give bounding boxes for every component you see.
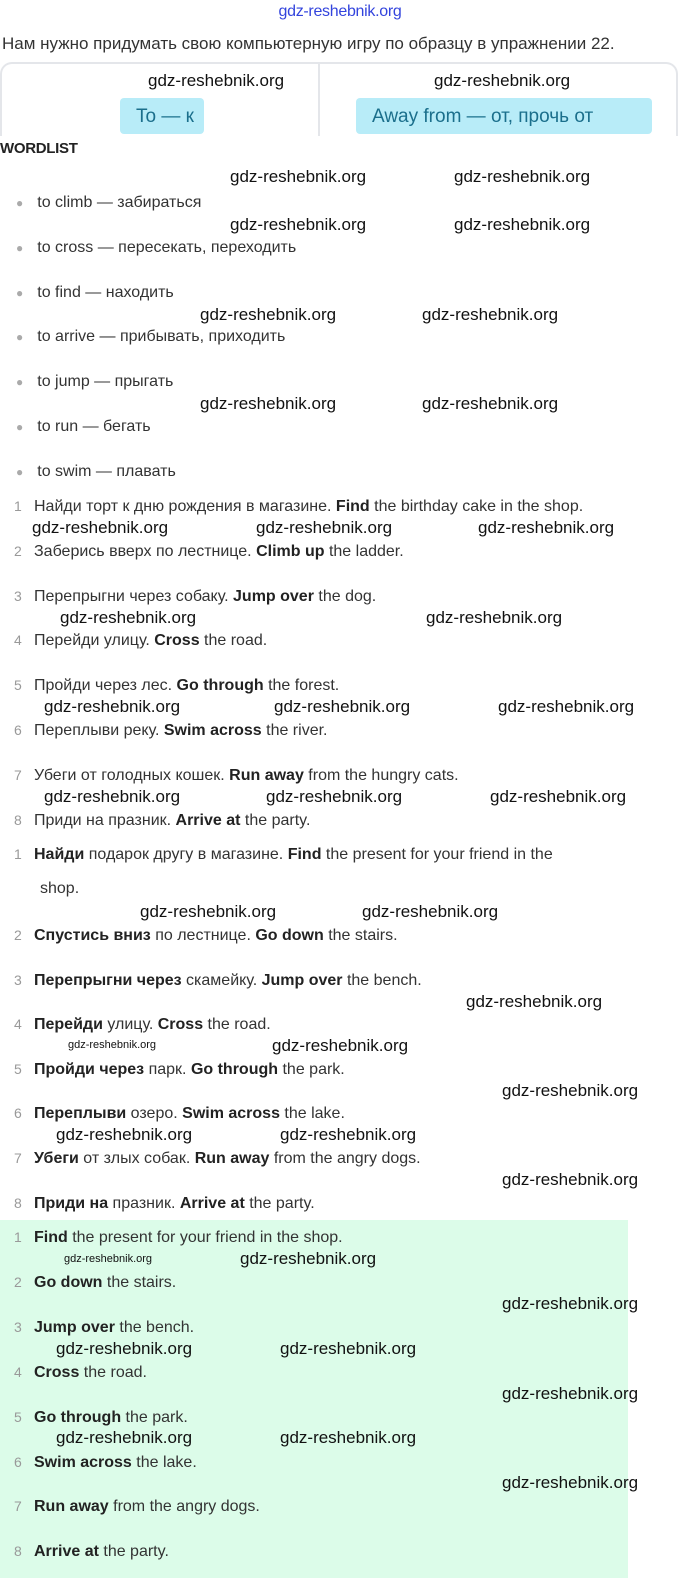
list-item [14, 811, 310, 830]
watermark: gdz-reshebnik.org [280, 1125, 417, 1144]
bullet-icon: ● [16, 464, 24, 479]
ru-text: от злых собак. [78, 1150, 195, 1167]
item-number: 2 [14, 542, 22, 559]
ru-text: Заберись вверх по лестнице. [34, 542, 257, 560]
intro-text: Нам нужно придумать свою компьютерную игру по образцу в упражнении 22. [2, 34, 615, 53]
list-item [14, 676, 339, 695]
en-text: from the angry dogs. [108, 1498, 260, 1516]
list-item [14, 1104, 345, 1123]
list-item [14, 766, 459, 785]
wordlist-item [16, 239, 296, 257]
wordlist-item [16, 418, 151, 436]
list-item [14, 1194, 315, 1213]
en-bold: Cross [154, 632, 200, 650]
watermark: gdz-reshebnik.org [64, 1253, 153, 1265]
ru-bold: Приди на [34, 1195, 109, 1212]
watermark: gdz-reshebnik.org [230, 167, 367, 186]
watermark: gdz-reshebnik.org [454, 167, 591, 186]
watermark: gdz-reshebnik.org [502, 1384, 639, 1403]
en-bold: Go through [34, 1408, 122, 1426]
watermark: gdz-reshebnik.org [434, 71, 571, 90]
wordlist-item [16, 373, 173, 391]
ru-bold: Спустись вниз [34, 927, 151, 944]
list-item [14, 1542, 169, 1561]
list-item [14, 721, 327, 740]
en-text: the stairs. [323, 927, 398, 944]
en-text: the road. [79, 1363, 147, 1381]
item-number: 3 [14, 972, 22, 988]
en-text: the bench. [114, 1318, 195, 1336]
site-watermark: gdz-reshebnik.org [278, 3, 402, 20]
bullet-icon: ● [16, 375, 24, 390]
watermark: gdz-reshebnik.org [256, 518, 393, 537]
en-text: the lake. [279, 1105, 345, 1122]
en-bold: Find [335, 498, 370, 515]
en-bold: Cross [34, 1363, 80, 1381]
list-item [14, 1060, 345, 1079]
list-item [14, 1273, 176, 1292]
watermark: gdz-reshebnik.org [230, 215, 367, 234]
en-bold: Swim across [34, 1453, 132, 1471]
list-item [14, 1228, 343, 1247]
wordlist-item [16, 463, 176, 481]
ru-bold: Пройди через [34, 1061, 145, 1078]
list-item [14, 497, 583, 516]
watermark: gdz-reshebnik.org [280, 1428, 417, 1447]
list-item [14, 1453, 197, 1472]
watermark: gdz-reshebnik.org [200, 394, 337, 413]
watermark: gdz-reshebnik.org [454, 215, 591, 234]
en-text: the lake. [131, 1453, 197, 1471]
en-text: the park. [121, 1408, 188, 1426]
en-text: the river. [261, 722, 328, 739]
ru-text: парк. [144, 1061, 191, 1078]
watermark: gdz-reshebnik.org [422, 305, 559, 324]
en-text: from the angry dogs. [269, 1150, 421, 1167]
watermark: gdz-reshebnik.org [44, 697, 181, 716]
watermark: gdz-reshebnik.org [478, 518, 615, 537]
wordlist-item-text: to cross — пересекать, переходить [37, 238, 297, 256]
ru-text: Приди на празник. [34, 811, 176, 829]
ru-text: Убеги от голодных кошек. [34, 766, 230, 784]
item-number: 6 [14, 722, 22, 738]
watermark: gdz-reshebnik.org [44, 787, 181, 806]
ru-bold: Найди [34, 846, 85, 863]
ru-bold: Перейди [34, 1016, 103, 1033]
watermark: gdz-reshebnik.org [498, 697, 635, 716]
ru-text: Перейди улицу. [34, 632, 155, 650]
item-number: 7 [14, 1150, 22, 1166]
bullet-icon: ● [16, 420, 24, 434]
list-item [14, 845, 553, 864]
en-bold: Jump over [233, 587, 314, 605]
item-number: 3 [14, 1318, 22, 1335]
list-item [14, 1408, 188, 1427]
en-bold: Find [287, 846, 322, 863]
en-bold: Jump over [34, 1318, 115, 1336]
en-text: the party. [244, 1195, 315, 1212]
watermark: gdz-reshebnik.org [490, 787, 627, 806]
en-bold: Climb up [256, 542, 325, 560]
item-number: 7 [14, 1498, 22, 1515]
ru-text: празник. [108, 1195, 180, 1212]
list-item [14, 1363, 147, 1382]
item-number: 8 [14, 1543, 22, 1560]
en-bold: Run away [229, 766, 304, 784]
item-number: 4 [14, 632, 22, 649]
watermark: gdz-reshebnik.org [56, 1125, 193, 1144]
card-divider [318, 64, 320, 136]
watermark: gdz-reshebnik.org [362, 902, 499, 921]
wordlist-item-text: to run — бегать [37, 418, 151, 435]
en-text: the present for your friend in the [321, 846, 553, 863]
bullet-icon: ● [16, 196, 24, 210]
en-bold: Jump over [261, 972, 343, 989]
ru-text: подарок другу в магазине. [84, 846, 288, 863]
item-number: 7 [14, 766, 22, 783]
ru-text: скамейку. [181, 972, 262, 989]
watermark: gdz-reshebnik.org [422, 394, 559, 413]
watermark: gdz-reshebnik.org [502, 1473, 639, 1492]
item-number: 1 [14, 846, 22, 862]
watermark: gdz-reshebnik.org [56, 1428, 193, 1447]
ru-text: улицу. [102, 1016, 158, 1033]
en-text: the birthday cake in the shop. [369, 498, 584, 515]
wordlist-item [16, 194, 201, 212]
list-item [14, 1318, 194, 1337]
item-number: 4 [14, 1016, 22, 1032]
preposition-cards [0, 62, 678, 136]
list-item-continuation: shop. [40, 880, 80, 897]
watermark: gdz-reshebnik.org [466, 992, 603, 1011]
list-item [14, 1015, 271, 1034]
item-number: 5 [14, 1408, 22, 1425]
ru-bold: Переплыви [34, 1105, 127, 1122]
watermark: gdz-reshebnik.org [60, 608, 197, 627]
en-text: the ladder. [324, 542, 404, 560]
item-number: 3 [14, 587, 22, 604]
ru-bold: Убеги [34, 1150, 79, 1167]
en-text: the dog. [313, 587, 377, 605]
en-text: the present for your friend in the shop. [67, 1229, 343, 1246]
item-number: 5 [14, 677, 22, 694]
ru-text: по лестнице. [150, 927, 256, 944]
watermark: gdz-reshebnik.org [502, 1294, 639, 1313]
watermark: gdz-reshebnik.org [272, 1036, 409, 1055]
en-text: the bench. [342, 972, 422, 989]
item-number: 1 [14, 1229, 22, 1245]
list-item [14, 631, 267, 650]
en-bold: Swim across [163, 722, 262, 739]
watermark: gdz-reshebnik.org [140, 902, 277, 921]
card-away-from: Away from — от, прочь от [356, 98, 652, 134]
item-number: 8 [14, 811, 22, 828]
en-text: the party. [240, 811, 311, 829]
wordlist-item-text: to climb — забираться [37, 194, 202, 211]
en-bold: Go through [176, 677, 264, 695]
list-item [14, 542, 404, 561]
ru-bold: Перепрыгни через [34, 972, 182, 989]
en-text: the stairs. [102, 1273, 177, 1291]
item-number: 2 [14, 1273, 22, 1290]
en-text: the road. [199, 632, 268, 650]
watermark: gdz-reshebnik.org [148, 71, 285, 90]
item-number: 5 [14, 1061, 22, 1077]
bullet-icon: ● [16, 285, 24, 300]
ru-text: Перепрыгни через собаку. [34, 587, 234, 605]
en-bold: Go down [34, 1273, 103, 1291]
watermark: gdz-reshebnik.org [32, 518, 169, 537]
wordlist-heading: WORDLIST [0, 140, 78, 157]
item-number: 2 [14, 927, 22, 943]
en-text: the road. [203, 1016, 271, 1033]
ru-text: Переплыви реку. [34, 722, 164, 739]
en-bold: Arrive at [179, 1195, 245, 1212]
en-bold: Find [34, 1229, 68, 1246]
wordlist-item-text: to swim — плавать [37, 462, 176, 480]
watermark: gdz-reshebnik.org [68, 1039, 157, 1051]
en-text: the forest. [263, 677, 340, 695]
watermark: gdz-reshebnik.org [280, 1339, 417, 1358]
item-number: 1 [14, 498, 22, 514]
wordlist-item-text: to find — находить [37, 283, 174, 301]
bullet-icon: ● [16, 240, 24, 255]
watermark: gdz-reshebnik.org [200, 305, 337, 324]
wordlist-item [16, 328, 285, 346]
ru-text: озеро. [126, 1105, 183, 1122]
en-bold: Go down [255, 927, 324, 944]
en-text: the party. [98, 1543, 169, 1561]
wordlist-item-text: to jump — прыгать [37, 373, 174, 391]
en-bold: Cross [157, 1016, 204, 1033]
en-bold: Go through [190, 1061, 279, 1078]
ru-text: Найди торт к дню рождения в магазине. [34, 498, 336, 515]
card-to: To — к [120, 98, 204, 134]
en-text: the park. [278, 1061, 345, 1078]
item-number: 6 [14, 1453, 22, 1470]
list-item [14, 926, 398, 945]
watermark: gdz-reshebnik.org [56, 1339, 193, 1358]
list-item [14, 1149, 421, 1168]
watermark: gdz-reshebnik.org [502, 1081, 639, 1100]
ru-text: Пройди через лес. [34, 677, 177, 695]
watermark: gdz-reshebnik.org [240, 1249, 377, 1268]
wordlist-item-text: to arrive — прибывать, приходить [37, 328, 286, 346]
list-item [14, 1497, 260, 1516]
en-bold: Arrive at [175, 811, 241, 829]
en-bold: Run away [34, 1498, 109, 1516]
bullet-icon: ● [16, 330, 24, 345]
item-number: 8 [14, 1195, 22, 1211]
item-number: 6 [14, 1105, 22, 1121]
wordlist-item [16, 284, 174, 302]
watermark: gdz-reshebnik.org [266, 787, 403, 806]
watermark: gdz-reshebnik.org [426, 608, 563, 627]
watermark: gdz-reshebnik.org [274, 697, 411, 716]
en-bold: Run away [194, 1150, 270, 1167]
watermark: gdz-reshebnik.org [502, 1170, 639, 1189]
en-text: from the hungry cats. [303, 766, 459, 784]
en-bold: Arrive at [34, 1543, 99, 1561]
en-bold: Swim across [182, 1105, 280, 1122]
item-number: 4 [14, 1363, 22, 1380]
list-item [14, 587, 376, 606]
list-item [14, 971, 422, 990]
